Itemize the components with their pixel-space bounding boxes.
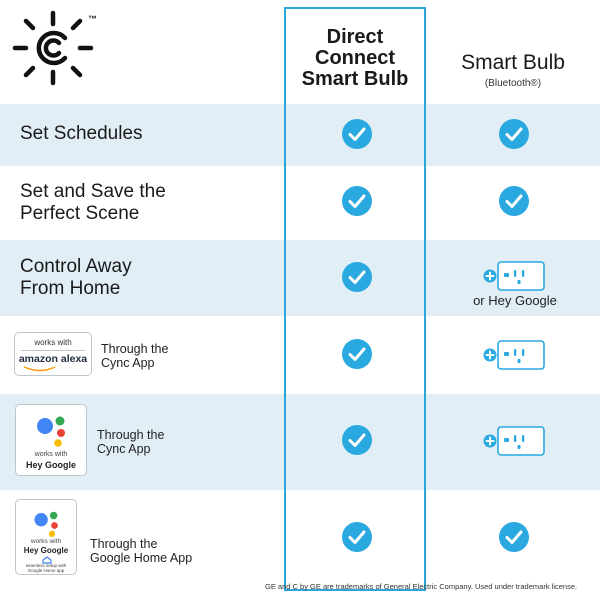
direct-connect-column-highlight [284, 7, 426, 591]
through-cync-app-label-alexa: Through the Cync App [101, 342, 169, 370]
check-icon [342, 522, 372, 552]
check-icon [499, 186, 529, 216]
badge-works-with-text: works with [34, 338, 72, 347]
hey-google-text: Hey Google [25, 460, 76, 470]
column-header-smart-bulb-subtitle: (Bluetooth®) [484, 78, 542, 89]
badge-works-with-text: works with [34, 451, 68, 458]
through-google-home-app-label: Through the Google Home App [90, 537, 193, 565]
google-assistant-icon [32, 508, 62, 538]
feature-label-perfect-scene: Set and Save the Perfect Scene [20, 181, 166, 224]
add-smart-plug-icon [482, 340, 546, 370]
google-home-badge [15, 499, 77, 575]
amazon-alexa-badge [14, 332, 92, 376]
hey-google-text: Hey Google [23, 546, 69, 555]
google-assistant-icon [34, 412, 70, 448]
badge-divider [21, 350, 85, 351]
check-icon [342, 262, 372, 292]
trademark-footer: GE and C by GE are trademarks of General Electric Company. Used under trademark license. [265, 582, 578, 591]
badge-works-with-text: works with [30, 538, 62, 545]
column-header-direct-connect: Direct Connect Smart Bulb [301, 26, 409, 90]
cync-logo [10, 8, 100, 88]
through-cync-app-label-google: Through the Cync App [97, 428, 165, 456]
check-icon [342, 186, 372, 216]
check-icon [342, 425, 372, 455]
check-icon [342, 119, 372, 149]
amazon-alexa-text: amazon alexa [18, 353, 88, 365]
seamless-setup-text: seamless setup with Google Home app [25, 563, 67, 573]
feature-label-control-away: Control Away From Home [20, 256, 132, 299]
hey-google-badge [15, 404, 87, 476]
add-smart-plug-icon [482, 426, 546, 456]
or-hey-google-note: or Hey Google [473, 293, 557, 308]
feature-label-set-schedules: Set Schedules [20, 123, 143, 144]
amazon-smile-icon [23, 366, 57, 372]
trademark-symbol: ™ [88, 14, 97, 24]
check-icon [499, 119, 529, 149]
add-smart-plug-icon [482, 261, 546, 291]
check-icon [499, 522, 529, 552]
column-header-smart-bulb: Smart Bulb [461, 51, 565, 74]
check-icon [342, 339, 372, 369]
